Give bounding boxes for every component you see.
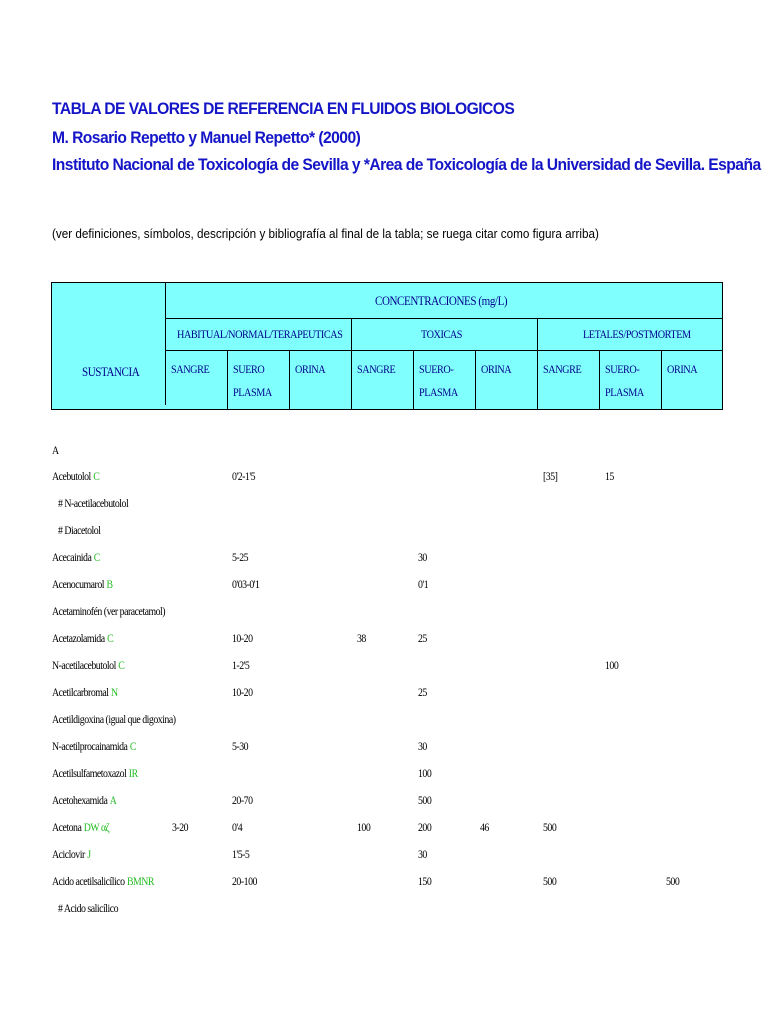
concentration-value: 0'2-1'5 bbox=[232, 469, 256, 483]
substance-label: N-acetilacebutolol bbox=[52, 658, 116, 672]
sustancia-heading: SUSTANCIA bbox=[82, 364, 140, 379]
substance-label: # Diacetolol bbox=[58, 523, 101, 537]
concentration-value: 30 bbox=[418, 739, 427, 753]
reference-code: BMNR bbox=[126, 874, 155, 888]
concentration-value: 25 bbox=[418, 685, 427, 699]
concentration-value: 0'03-0'1 bbox=[232, 577, 260, 591]
document-institution: Instituto Nacional de Toxicología de Sevilla y *Area de Toxicología de la Universidad de Sevilla. España bbox=[52, 155, 761, 174]
concentration-value: 38 bbox=[357, 631, 366, 645]
group-heading-habitual: HABITUAL/NORMAL/TERAPEUTICAS bbox=[177, 327, 343, 341]
subcol-heading: ORINA bbox=[481, 362, 512, 376]
substance-name bbox=[52, 604, 165, 619]
group-heading-letales: LETALES/POSTMORTEM bbox=[583, 327, 691, 341]
concentration-value: [35] bbox=[543, 469, 558, 483]
reference-code: C bbox=[93, 469, 100, 483]
concentration-value: 100 bbox=[418, 766, 432, 780]
substance-name bbox=[52, 550, 100, 565]
subcol-heading: PLASMA bbox=[233, 385, 272, 399]
concentration-value: 200 bbox=[418, 820, 432, 834]
concentration-value: 150 bbox=[418, 874, 432, 888]
substance-name bbox=[52, 712, 176, 727]
subcol-heading: ORINA bbox=[295, 362, 326, 376]
substance-label: Aciclovir bbox=[52, 847, 85, 861]
substance-label: Acetilsulfametoxazol bbox=[52, 766, 127, 780]
substance-label: Acetildigoxina (igual que digoxina) bbox=[52, 712, 176, 726]
reference-code: C bbox=[93, 550, 100, 564]
concentration-value: 5-30 bbox=[232, 739, 249, 753]
concentration-value: 10-20 bbox=[232, 685, 253, 699]
subcol-heading: SANGRE bbox=[357, 362, 396, 376]
concentration-value: 100 bbox=[605, 658, 619, 672]
substance-label: Acenocumarol bbox=[52, 577, 105, 591]
substance-label: Acido acetilsalicílico bbox=[52, 874, 125, 888]
substance-name bbox=[58, 523, 100, 538]
substance-name bbox=[58, 496, 128, 511]
substance-name bbox=[52, 631, 113, 646]
subcol-heading: PLASMA bbox=[419, 385, 458, 399]
concentration-value: 1-2'5 bbox=[232, 658, 250, 672]
reference-code: DW αζ bbox=[83, 820, 110, 834]
substance-name bbox=[52, 469, 99, 484]
substance-name bbox=[52, 739, 136, 754]
substance-label: Acecainida bbox=[52, 550, 92, 564]
substance-name bbox=[52, 847, 91, 862]
section-letter: A bbox=[52, 443, 59, 457]
concentration-value: 20-100 bbox=[232, 874, 257, 888]
reference-code: C bbox=[118, 658, 125, 672]
subcol-heading: PLASMA bbox=[605, 385, 644, 399]
concentration-value: 46 bbox=[480, 820, 489, 834]
substance-name bbox=[52, 874, 154, 889]
substance-label: N-acetilprocainamida bbox=[52, 739, 128, 753]
substance-name bbox=[58, 901, 118, 916]
concentration-value: 5-25 bbox=[232, 550, 249, 564]
subcol-heading: SUERO- bbox=[605, 362, 640, 376]
concentraciones-heading: CONCENTRACIONES (mg/L) bbox=[375, 293, 508, 308]
substance-label: # Acido salicílico bbox=[58, 901, 119, 915]
substance-name bbox=[52, 577, 113, 592]
subcol-heading: SUERO- bbox=[419, 362, 454, 376]
subcol-heading: SUERO bbox=[233, 362, 265, 376]
substance-label: Acebutolol bbox=[52, 469, 91, 483]
substance-label: Acetaminofén (ver paracetamol) bbox=[52, 604, 166, 618]
reference-code: A bbox=[109, 793, 117, 807]
concentration-value: 500 bbox=[543, 874, 557, 888]
concentration-value: 500 bbox=[543, 820, 557, 834]
reference-code: C bbox=[129, 739, 136, 753]
concentration-value: 20-70 bbox=[232, 793, 253, 807]
substance-label: Acetona bbox=[52, 820, 82, 834]
subcol-heading: SANGRE bbox=[543, 362, 582, 376]
concentration-value: 30 bbox=[418, 847, 427, 861]
concentration-value: 25 bbox=[418, 631, 427, 645]
reference-code: C bbox=[107, 631, 114, 645]
document-title: TABLA DE VALORES DE REFERENCIA EN FLUIDOS BIOLOGICOS bbox=[52, 99, 515, 118]
group-heading-toxicas: TOXICAS bbox=[421, 327, 463, 341]
substance-label: Acetazolamida bbox=[52, 631, 105, 645]
substance-label: Acetilcarbromal bbox=[52, 685, 109, 699]
reference-code: IR bbox=[128, 766, 138, 780]
document-authors: M. Rosario Repetto y Manuel Repetto* (2000) bbox=[52, 128, 361, 147]
concentration-value: 3-20 bbox=[172, 820, 189, 834]
substance-name bbox=[52, 766, 138, 781]
concentration-value: 15 bbox=[605, 469, 614, 483]
concentration-value: 500 bbox=[666, 874, 680, 888]
concentration-value: 0'4 bbox=[232, 820, 243, 834]
substance-name bbox=[52, 685, 118, 700]
reference-code: B bbox=[106, 577, 113, 591]
concentration-value: 500 bbox=[418, 793, 432, 807]
substance-label: # N-acetilacebutolol bbox=[58, 496, 129, 510]
substance-name bbox=[52, 658, 124, 673]
subcol-heading: ORINA bbox=[667, 362, 698, 376]
substance-name bbox=[52, 793, 116, 808]
subcol-heading: SANGRE bbox=[171, 362, 210, 376]
reference-code: J bbox=[87, 847, 91, 861]
concentration-value: 10-20 bbox=[232, 631, 253, 645]
substance-label: Acetohexamida bbox=[52, 793, 108, 807]
concentration-value: 30 bbox=[418, 550, 427, 564]
concentration-value: 100 bbox=[357, 820, 371, 834]
substance-name bbox=[52, 820, 109, 835]
citation-note: (ver definiciones, símbolos, descripción y bibliografía al final de la tabla; se ruega citar como figura arriba) bbox=[52, 226, 599, 241]
concentration-value: 0'1 bbox=[418, 577, 429, 591]
reference-code: N bbox=[111, 685, 118, 699]
concentration-value: 1'5-5 bbox=[232, 847, 250, 861]
